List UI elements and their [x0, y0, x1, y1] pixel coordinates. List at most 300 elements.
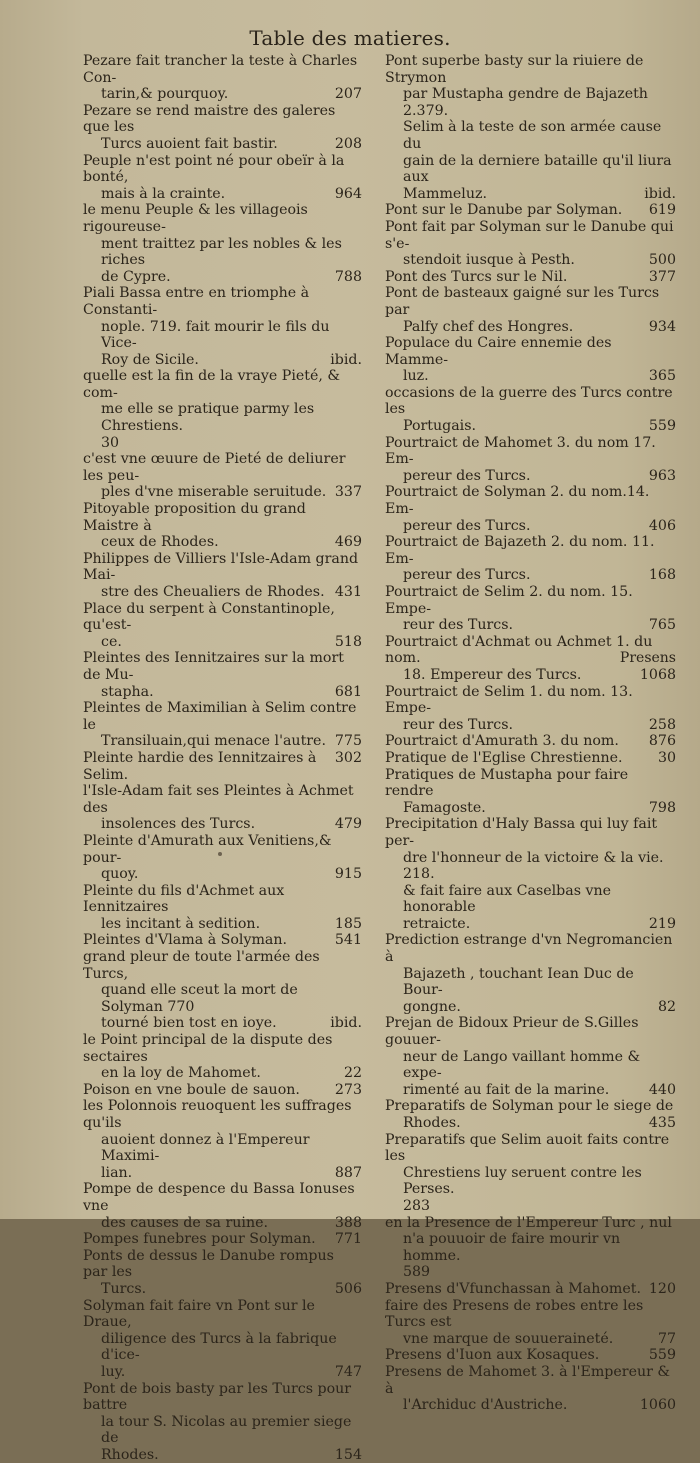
entry-text: Ponts de dessus le Danube rompus par les — [83, 1248, 334, 1281]
page-number: 365 — [649, 368, 676, 385]
entry-text: me elle se pratique parmy les Chrestiens. — [101, 401, 314, 434]
entry-text: luz. — [403, 368, 429, 384]
entry-continuation-line — [385, 1198, 676, 1215]
entry-first-line — [83, 368, 362, 401]
index-entry — [385, 534, 676, 584]
entry-continuation-line — [83, 1015, 362, 1032]
entry-first-line — [385, 750, 676, 767]
entry-text: pereur des Turcs. — [403, 468, 530, 484]
page-number: 168 — [649, 567, 676, 584]
entry-text: Presens de Mahomet 3. à l'Empereur & à — [385, 1364, 670, 1397]
entry-continuation-line — [83, 186, 362, 203]
entry-continuation-line — [385, 617, 676, 634]
entry-first-line — [385, 1132, 676, 1165]
entry-continuation-line — [83, 866, 362, 883]
entry-text: grand pleur de toute l'armée des Turcs, — [83, 949, 320, 982]
entry-text: Pratique de l'Eglise Chrestienne. — [385, 750, 623, 766]
entry-text: neur de Lango vaillant homme & expe- — [403, 1049, 640, 1082]
entry-text: luy. — [101, 1364, 125, 1380]
entry-text: Prediction estrange d'vn Negromancien à — [385, 932, 672, 965]
page-number: 518 — [335, 634, 362, 651]
entry-continuation-line — [385, 567, 676, 584]
entry-continuation-line — [83, 136, 362, 153]
entry-text: Chrestiens luy seruent contre les Perses. — [403, 1165, 642, 1198]
entry-text: Pourtraict de Selim 1. du nom. 13. Empe- — [385, 684, 633, 717]
entry-first-line — [83, 932, 362, 949]
entry-first-line — [83, 1298, 362, 1331]
entry-first-line — [83, 1082, 362, 1099]
index-entry — [83, 650, 362, 700]
entry-continuation-line — [385, 1115, 676, 1132]
entry-text: mais à la crainte. — [101, 186, 225, 202]
entry-text: Preparatifs que Selim auoit faits contre les — [385, 1132, 669, 1165]
page-number: 77 — [658, 1331, 676, 1348]
entry-text: Palfy chef des Hongres. — [403, 319, 573, 335]
entry-continuation-line — [385, 119, 676, 152]
entry-first-line — [385, 385, 676, 418]
page-number: 747 — [335, 1364, 362, 1381]
entry-first-line — [385, 269, 676, 286]
page-number: 406 — [649, 518, 676, 535]
index-entry — [83, 932, 362, 949]
entry-text: Pleintes de Maximilian à Selim contre le — [83, 700, 356, 733]
entry-text: en la Presence de l'Empereur Turc , nul — [385, 1215, 672, 1231]
entry-continuation-line — [385, 717, 676, 734]
index-entry — [83, 1231, 362, 1248]
index-entry — [385, 1364, 676, 1414]
entry-text: des causes de sa ruine. — [101, 1215, 268, 1231]
entry-text: ce. — [101, 634, 122, 650]
page-number: 934 — [649, 319, 676, 336]
entry-text: Pleintes des Iennitzaires sur la mort de Mu- — [83, 650, 344, 683]
entry-text: faire des Presens de robes entre les Turcs est — [385, 1298, 643, 1331]
page-number: 541 — [335, 932, 362, 949]
entry-continuation-line — [83, 982, 362, 1015]
page-number: 302 — [335, 750, 362, 767]
entry-text: quand elle sceut la mort de Solyman 770 — [101, 982, 298, 1015]
page-number: 120 — [649, 1281, 676, 1298]
entry-text: Pont fait par Solyman sur le Danube qui s'e- — [385, 219, 674, 252]
entry-text: Pont sur le Danube par Solyman. — [385, 202, 622, 218]
entry-first-line — [385, 733, 676, 750]
index-entry — [385, 385, 676, 435]
entry-first-line — [385, 684, 676, 717]
index-entry — [385, 202, 676, 219]
index-entry — [83, 451, 362, 501]
entry-text: pereur des Turcs. — [403, 518, 530, 534]
index-entry — [385, 1215, 676, 1281]
entry-continuation-line — [83, 1281, 362, 1298]
entry-text: 283 — [403, 1198, 430, 1214]
entry-first-line — [385, 534, 676, 567]
entry-first-line — [83, 1032, 362, 1065]
entry-text: Turcs auoient fait bastir. — [101, 136, 278, 152]
page-number: ibid. — [330, 1015, 362, 1032]
entry-first-line — [83, 1248, 362, 1281]
index-entry — [83, 833, 362, 883]
index-entry — [385, 53, 676, 202]
entry-continuation-line — [385, 319, 676, 336]
index-entry — [83, 103, 362, 153]
page-number: 154 — [335, 1447, 362, 1463]
entry-text: 589 — [403, 1264, 430, 1280]
entry-first-line — [385, 285, 676, 318]
entry-continuation-line — [83, 1364, 362, 1381]
entry-first-line — [83, 883, 362, 916]
entry-text: quoy. — [101, 866, 138, 882]
page-number: ibid. — [330, 352, 362, 369]
page-number: 964 — [335, 186, 362, 203]
entry-text: occasions de la guerre des Turcs contre les — [385, 385, 673, 418]
entry-first-line — [83, 551, 362, 584]
entry-first-line — [83, 202, 362, 235]
entry-first-line — [83, 1181, 362, 1214]
entry-continuation-line — [385, 883, 676, 916]
entry-text: Pompes funebres pour Solyman. — [83, 1231, 316, 1247]
page-number: 431 — [335, 584, 362, 601]
index-entry — [83, 1032, 362, 1082]
entry-continuation-line — [83, 1414, 362, 1447]
entry-continuation-line — [385, 850, 676, 883]
entry-text: insolences des Turcs. — [101, 816, 255, 832]
entry-text: en la loy de Mahomet. — [101, 1065, 261, 1081]
page-number: 1068 — [640, 667, 676, 684]
entry-continuation-line — [385, 418, 676, 435]
entry-text: reur des Turcs. — [403, 617, 513, 633]
entry-continuation-line — [385, 186, 676, 203]
entry-text: Rhodes. — [403, 1115, 461, 1131]
entry-text: stapha. — [101, 684, 154, 700]
page-number: 273 — [335, 1082, 362, 1099]
page-number: 337 — [335, 484, 362, 501]
entry-text: de Cypre. — [101, 269, 171, 285]
entry-continuation-line — [385, 1082, 676, 1099]
entry-text: retraicte. — [403, 916, 470, 932]
index-entry — [385, 335, 676, 385]
page-number: 559 — [649, 418, 676, 435]
index-entry — [83, 551, 362, 601]
entry-text: Pitoyable proposition du grand Maistre à — [83, 501, 306, 534]
entry-continuation-line — [83, 816, 362, 833]
entry-text: Pleinte hardie des Iennitzaires à Selim. — [83, 750, 316, 783]
entry-text: Presens d'Iuon aux Kosaques. — [385, 1347, 599, 1363]
entry-first-line — [83, 1231, 362, 1248]
index-entry — [83, 750, 362, 783]
entry-text: Pezare fait trancher la teste à Charles Con- — [83, 53, 357, 86]
entry-first-line — [83, 650, 362, 683]
entry-text: Philippes de Villiers l'Isle-Adam grand Mai- — [83, 551, 358, 584]
entry-continuation-line — [83, 534, 362, 551]
page-number: 765 — [649, 617, 676, 634]
entry-text: Place du serpent à Constantinople, qu'est- — [83, 601, 335, 634]
page-number: 207 — [335, 86, 362, 103]
page-number: 388 — [335, 1215, 362, 1232]
entry-text: Pratiques de Mustapha pour faire rendre — [385, 767, 628, 800]
entry-first-line — [385, 1015, 676, 1048]
entry-continuation-line — [385, 468, 676, 485]
page-speck — [218, 852, 222, 856]
entry-text: Roy de Sicile. — [101, 352, 199, 368]
page-number: 963 — [649, 468, 676, 485]
index-entry — [83, 368, 362, 451]
entry-first-line — [83, 285, 362, 318]
entry-first-line — [385, 1364, 676, 1397]
entry-first-line — [83, 153, 362, 186]
entry-text: stendoit iusque à Pesth. — [403, 252, 575, 268]
entry-continuation-line — [83, 733, 362, 750]
entry-continuation-line — [83, 1065, 362, 1082]
page-number: 435 — [649, 1115, 676, 1132]
entry-text: Pleinte du fils d'Achmet aux Iennitzaires — [83, 883, 284, 916]
index-entry — [83, 1082, 362, 1099]
entry-text: Pont de basteaux gaigné sur les Turcs par — [385, 285, 659, 318]
entry-text: ceux de Rhodes. — [101, 534, 219, 550]
index-entry — [83, 1098, 362, 1181]
entry-continuation-line — [385, 153, 676, 186]
entry-text: Peuple n'est point né pour obeïr à la bonté, — [83, 153, 344, 186]
entry-text: rimenté au fait de la marine. — [403, 1082, 609, 1098]
entry-first-line — [83, 700, 362, 733]
entry-first-line — [385, 484, 676, 517]
entry-continuation-line — [83, 1447, 362, 1463]
entry-continuation-line — [385, 86, 676, 119]
page-number: 1060 — [640, 1397, 676, 1414]
index-entry — [385, 750, 676, 767]
entry-text: tourné bien tost en ioye. — [101, 1015, 277, 1031]
entry-text: Precipitation d'Haly Bassa qui luy fait per- — [385, 816, 657, 849]
entry-first-line — [83, 750, 362, 783]
entry-text: par Mustapha gendre de Bajazeth 2.379. — [403, 86, 648, 119]
index-entry — [83, 700, 362, 750]
entry-text: Mammeluz. — [403, 186, 487, 202]
entry-text: ment traittez par les nobles & les riches — [101, 236, 342, 269]
entry-continuation-line — [385, 800, 676, 817]
entry-first-line — [385, 816, 676, 849]
index-entry — [385, 285, 676, 335]
index-entry — [385, 269, 676, 286]
entry-continuation-line — [385, 1264, 676, 1281]
entry-continuation-line — [83, 236, 362, 269]
entry-text: pereur des Turcs. — [403, 567, 530, 583]
entry-text: Pourtraict de Bajazeth 2. du nom. 11. Em- — [385, 534, 655, 567]
entry-continuation-line — [385, 1397, 676, 1414]
entry-text: 30 — [101, 435, 119, 451]
entry-continuation-line — [385, 252, 676, 269]
entry-text: tarin,& pourquoy. — [101, 86, 228, 102]
entry-text: Piali Bassa entre en triomphe à Constanti- — [83, 285, 309, 318]
index-entry — [385, 1132, 676, 1215]
page-number: 681 — [335, 684, 362, 701]
index-entry — [385, 1098, 676, 1131]
index-entry — [385, 484, 676, 534]
index-entry — [83, 501, 362, 551]
entry-first-line — [385, 1098, 676, 1115]
index-entry — [83, 883, 362, 933]
entry-continuation-line — [83, 484, 362, 501]
page-number: 185 — [335, 916, 362, 933]
entry-continuation-line — [83, 634, 362, 651]
index-entry — [385, 1015, 676, 1098]
entry-first-line — [83, 103, 362, 136]
entry-text: ples d'vne miserable seruitude. — [101, 484, 326, 500]
entry-text: le menu Peuple & les villageois rigoureuse- — [83, 202, 308, 235]
index-entry — [83, 783, 362, 833]
entry-first-line — [385, 202, 676, 219]
entry-text: Pompe de despence du Bassa Ionuses vne — [83, 1181, 355, 1214]
entry-first-line — [83, 451, 362, 484]
entry-first-line — [83, 501, 362, 534]
entry-text: Populace du Caire ennemie des Mamme- — [385, 335, 612, 368]
index-entry — [385, 733, 676, 750]
entry-first-line — [385, 219, 676, 252]
entry-continuation-line — [83, 319, 362, 352]
entry-text: Pourtraict d'Achmat ou Achmet 1. du nom. — [385, 634, 652, 667]
entry-continuation-line — [385, 916, 676, 933]
entry-continuation-line — [83, 352, 362, 369]
entry-first-line — [83, 783, 362, 816]
entry-text: Bajazeth , touchant Iean Duc de Bour- — [403, 966, 634, 999]
entry-continuation-line — [385, 1231, 676, 1264]
entry-text: nople. 719. fait mourir le fils du Vice- — [101, 319, 329, 352]
entry-text: Turcs. — [101, 1281, 146, 1297]
entry-text: Preparatifs de Solyman pour le siege de — [385, 1098, 673, 1114]
entry-continuation-line — [385, 518, 676, 535]
index-entry — [385, 219, 676, 269]
page-number: 915 — [335, 866, 362, 883]
page-number: 219 — [649, 916, 676, 933]
index-entry — [83, 153, 362, 203]
entry-first-line — [385, 767, 676, 800]
entry-text: Pourtraict d'Amurath 3. du nom. — [385, 733, 619, 749]
entry-text: Famagoste. — [403, 800, 486, 816]
entry-continuation-line — [385, 1049, 676, 1082]
page-number: 30 — [658, 750, 676, 767]
entry-first-line — [83, 949, 362, 982]
entry-text: Portugais. — [403, 418, 476, 434]
index-entry — [83, 1248, 362, 1298]
entry-continuation-line — [83, 584, 362, 601]
entry-continuation-line — [83, 269, 362, 286]
index-entry — [385, 1347, 676, 1364]
entry-continuation-line — [83, 1215, 362, 1232]
entry-first-line — [385, 435, 676, 468]
entry-text: diligence des Turcs à la fabrique d'ice- — [101, 1331, 337, 1364]
page-number: 440 — [649, 1082, 676, 1099]
entry-continuation-line — [385, 1331, 676, 1348]
index-entry — [83, 1298, 362, 1381]
index-entry — [83, 202, 362, 285]
entry-text: Poison en vne boule de sauon. — [83, 1082, 300, 1098]
index-entry — [83, 949, 362, 1032]
entry-text: l'Archiduc d'Austriche. — [403, 1397, 567, 1413]
entry-text: & fait faire aux Caselbas vne honorable — [403, 883, 611, 916]
page-number: 22 — [344, 1065, 362, 1082]
entry-first-line — [385, 335, 676, 368]
page-number: 619 — [649, 202, 676, 219]
page-title: Table des matieres. — [0, 26, 700, 50]
entry-continuation-line — [83, 684, 362, 701]
entry-first-line — [385, 584, 676, 617]
catchword: Presens — [620, 650, 676, 666]
entry-continuation-line — [83, 1132, 362, 1165]
entry-text: Pourtraict de Mahomet 3. du nom 17. Em- — [385, 435, 656, 468]
entry-continuation-line — [83, 916, 362, 933]
entry-text: gain de la derniere bataille qu'il liura aux — [403, 153, 672, 186]
entry-continuation-line — [83, 1331, 362, 1364]
page-number: 559 — [649, 1347, 676, 1364]
index-entry — [385, 684, 676, 734]
entry-text: stre des Cheualiers de Rhodes. — [101, 584, 325, 600]
entry-text: Prejan de Bidoux Prieur de S.Gilles gouuer- — [385, 1015, 638, 1048]
entry-first-line — [385, 1298, 676, 1331]
entry-text: Pezare se rend maistre des galeres que les — [83, 103, 335, 136]
index-entry — [385, 584, 676, 634]
page-number: 798 — [649, 800, 676, 817]
index-entry — [385, 1281, 676, 1298]
entry-text: les Polonnois reuoquent les suffrages qu'ils — [83, 1098, 352, 1131]
entry-text: quelle est la fin de la vraye Pieté, & com- — [83, 368, 340, 401]
entry-first-line — [83, 1381, 362, 1414]
entry-continuation-line — [385, 667, 676, 684]
entry-first-line — [385, 1215, 676, 1232]
entry-continuation-line — [83, 86, 362, 103]
entry-first-line — [385, 1281, 676, 1298]
right-column — [385, 53, 676, 1414]
page-number: 887 — [335, 1165, 362, 1182]
entry-text: Solyman fait faire vn Pont sur le Draue, — [83, 1298, 315, 1331]
entry-continuation-line — [385, 1165, 676, 1198]
entry-text: Pourtraict de Solyman 2. du nom.14. Em- — [385, 484, 649, 517]
page-number: 208 — [335, 136, 362, 153]
entry-text: n'a pouuoir de faire mourir vn homme. — [403, 1231, 620, 1264]
entry-text: dre l'honneur de la victoire & la vie. 218. — [403, 850, 664, 883]
page-number: 506 — [335, 1281, 362, 1298]
entry-text: Pont des Turcs sur le Nil. — [385, 269, 567, 285]
entry-first-line — [83, 53, 362, 86]
index-entry — [83, 1381, 362, 1463]
entry-text: Pourtraict de Selim 2. du nom. 15. Empe- — [385, 584, 633, 617]
entry-text: l'Isle-Adam fait ses Pleintes à Achmet des — [83, 783, 354, 816]
entry-first-line — [385, 1347, 676, 1364]
entry-text: Presens d'Vfunchassan à Mahomet. — [385, 1281, 641, 1297]
page-number: 500 — [649, 252, 676, 269]
entry-text: Selim à la teste de son armée cause du — [403, 119, 661, 152]
index-entry — [385, 767, 676, 817]
entry-continuation-line — [385, 999, 676, 1016]
index-entry — [83, 53, 362, 103]
entry-first-line — [83, 601, 362, 634]
entry-text: lian. — [101, 1165, 132, 1181]
index-entry — [385, 816, 676, 932]
entry-first-line — [83, 833, 362, 866]
page-number: ibid. — [644, 186, 676, 203]
index-entry — [83, 285, 362, 368]
left-column — [83, 53, 362, 1463]
entry-continuation-line — [83, 1165, 362, 1182]
entry-text: auoient donnez à l'Empereur Maximi- — [101, 1132, 310, 1165]
page-number: 876 — [649, 733, 676, 750]
page-number: 82 — [658, 999, 676, 1016]
entry-first-line — [385, 53, 676, 86]
page-number: 258 — [649, 717, 676, 734]
entry-first-line — [83, 1098, 362, 1131]
index-entry — [83, 601, 362, 651]
entry-text: Transiluain,qui menace l'autre. — [101, 733, 326, 749]
index-entry — [385, 435, 676, 485]
page-number: 479 — [335, 816, 362, 833]
entry-text: Pleintes d'Vlama à Solyman. — [83, 932, 287, 948]
page-number: 771 — [335, 1231, 362, 1248]
